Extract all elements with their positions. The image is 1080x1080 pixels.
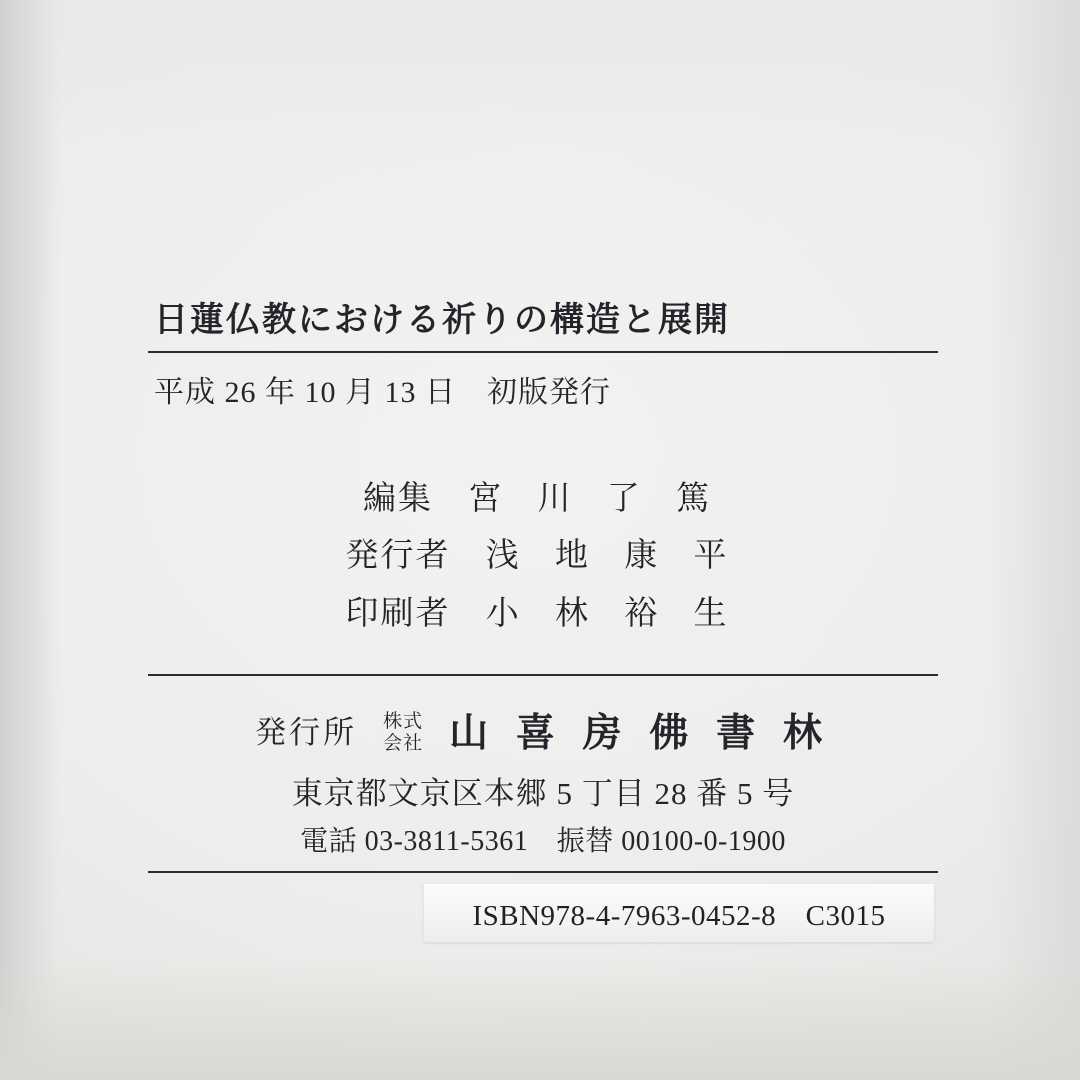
publisher-corporate-form-line1: 株式 (383, 711, 424, 733)
publisher-name: 山 喜 房 佛 書 林 (449, 711, 831, 755)
publisher-address: 東京都文京区本郷 5 丁目 28 番 5 号 (291, 775, 795, 811)
credit-name: 浅 地 康 平 (485, 538, 741, 575)
credit-row (148, 586, 938, 644)
credit-row (148, 471, 938, 529)
colophon-block (148, 300, 938, 873)
page-top-shading (0, 0, 1080, 140)
credit-role: 編集 (363, 480, 433, 517)
publisher-contact: 電話 03-3811-5361 振替 00100-0-1900 (300, 825, 786, 857)
publisher-corporate-form (383, 711, 423, 754)
credit-row (148, 528, 938, 586)
credit-name: 宮 川 了 篤 (468, 480, 723, 517)
page-right-shading (990, 0, 1080, 1080)
credit-role: 発行者 (345, 538, 451, 575)
page-left-shading (0, 0, 60, 1080)
book-title: 日蓮仏教における祈りの構造と展開 (154, 302, 730, 339)
isbn-text: ISBN978-4-7963-0452-8 C3015 (472, 899, 886, 932)
page-bottom-shading (0, 960, 1080, 1080)
publisher-name-line (148, 702, 938, 758)
publication-date: 平成 26 年 10 月 13 日 初版発行 (154, 375, 611, 409)
credit-role: 印刷者 (345, 596, 451, 632)
credit-name: 小 林 裕 生 (485, 596, 741, 632)
divider-bottom (148, 871, 938, 873)
publisher-label: 発行所 (255, 715, 358, 751)
publisher-block (148, 676, 938, 871)
isbn-strip (424, 884, 934, 942)
publisher-corporate-form-line2: 会社 (383, 732, 424, 754)
credits-list (148, 427, 938, 674)
